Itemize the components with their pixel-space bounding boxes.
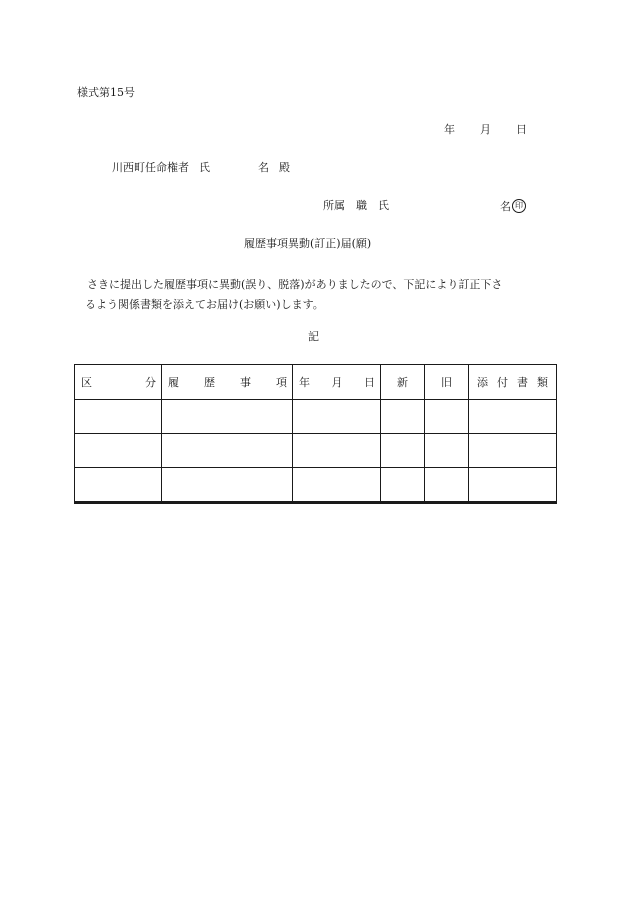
cell-date[interactable] xyxy=(293,468,381,503)
applicant-name-label-1: 氏 xyxy=(378,199,389,212)
date-day-label: 日 xyxy=(516,123,527,136)
table-row xyxy=(75,434,557,468)
cell-attachments[interactable] xyxy=(469,434,557,468)
body-line-1: さきに提出した履歴事項に異動(誤り、脱落)がありましたので、下記により訂正下さ xyxy=(87,278,503,291)
date-line xyxy=(444,124,527,135)
date-year-label: 年 xyxy=(444,123,455,136)
applicant-name-label-2: 名 xyxy=(500,200,511,213)
addressee-line xyxy=(112,162,290,173)
document-title: 履歴事項異動(訂正)届(願) xyxy=(244,237,372,250)
cell-date[interactable] xyxy=(293,400,381,434)
cell-new[interactable] xyxy=(381,434,425,468)
addressee-name-label-2: 名 xyxy=(258,161,269,174)
cell-new[interactable] xyxy=(381,468,425,503)
table-row xyxy=(75,400,557,434)
addressee-title: 川西町任命権者 xyxy=(112,161,189,174)
applicant-line xyxy=(323,200,389,211)
table-row xyxy=(75,468,557,503)
addressee-name-label-1: 氏 xyxy=(199,161,210,174)
addressee-honorific: 殿 xyxy=(279,161,290,174)
applicant-position-label: 職 xyxy=(356,199,367,212)
ki-label: 記 xyxy=(308,330,319,343)
header-new: 新 xyxy=(381,365,425,400)
cell-attachments[interactable] xyxy=(469,468,557,503)
cell-history-item[interactable] xyxy=(162,468,293,503)
table-header-row xyxy=(75,365,557,400)
cell-category[interactable] xyxy=(75,434,162,468)
cell-old[interactable] xyxy=(425,400,469,434)
cell-old[interactable] xyxy=(425,468,469,503)
seal-mark: 印 xyxy=(512,199,526,213)
body-line-2: るよう関係書類を添えてお届け(お願い)します。 xyxy=(85,298,324,311)
body-text xyxy=(87,275,553,315)
header-old: 旧 xyxy=(425,365,469,400)
cell-attachments[interactable] xyxy=(469,400,557,434)
cell-category[interactable] xyxy=(75,400,162,434)
date-month-label: 月 xyxy=(480,123,491,136)
applicant-dept-label: 所属 xyxy=(323,199,345,212)
cell-new[interactable] xyxy=(381,400,425,434)
cell-category[interactable] xyxy=(75,468,162,503)
cell-date[interactable] xyxy=(293,434,381,468)
header-category: 区 分 xyxy=(75,365,162,400)
cell-old[interactable] xyxy=(425,434,469,468)
form-number: 様式第15号 xyxy=(77,86,135,99)
header-date: 年 月 日 xyxy=(293,365,381,400)
record-table xyxy=(74,364,557,504)
cell-history-item[interactable] xyxy=(162,400,293,434)
header-attachments: 添 付 書 類 xyxy=(469,365,557,400)
cell-history-item[interactable] xyxy=(162,434,293,468)
applicant-name-end xyxy=(500,200,526,214)
header-history-item: 履 歴 事 項 xyxy=(162,365,293,400)
